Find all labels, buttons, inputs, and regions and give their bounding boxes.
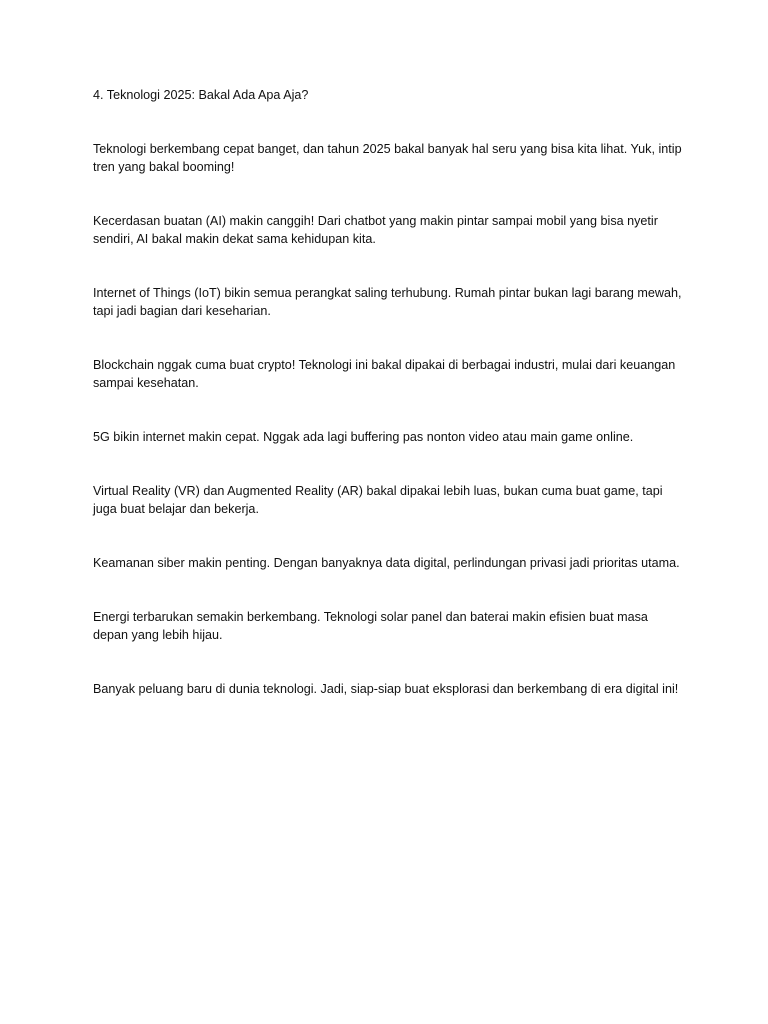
- paragraph: 5G bikin internet makin cepat. Nggak ada lagi buffering pas nonton video atau main game online.: [93, 430, 634, 444]
- paragraph: Keamanan siber makin penting. Dengan banyaknya data digital, perlindungan privasi jadi prioritas utama.: [93, 556, 680, 570]
- paragraph: Kecerdasan buatan (AI) makin canggih! Dari chatbot yang makin pintar sampai mobil yang bisa nyetir sendiri, AI bakal makin dekat sama kehidupan kita.: [93, 214, 658, 246]
- document-title: 4. Teknologi 2025: Bakal Ada Apa Aja?: [93, 88, 309, 102]
- paragraph: Energi terbarukan semakin berkembang. Teknologi solar panel dan baterai makin efisien buat masa depan yang lebih hijau.: [93, 610, 648, 642]
- paragraph: Virtual Reality (VR) dan Augmented Reality (AR) bakal dipakai lebih luas, bukan cuma buat game, tapi juga buat belajar dan bekerja.: [93, 484, 663, 516]
- paragraph: Banyak peluang baru di dunia teknologi. Jadi, siap-siap buat eksplorasi dan berkembang di era digital ini!: [93, 682, 679, 696]
- document-body: [93, 86, 683, 734]
- paragraph: Teknologi berkembang cepat banget, dan tahun 2025 bakal banyak hal seru yang bisa kita lihat. Yuk, intip tren yang bakal booming!: [93, 142, 682, 174]
- paragraph: Internet of Things (IoT) bikin semua perangkat saling terhubung. Rumah pintar bukan lagi barang mewah, tapi jadi bagian dari keseharian.: [93, 286, 682, 318]
- paragraph: Blockchain nggak cuma buat crypto! Teknologi ini bakal dipakai di berbagai industri, mulai dari keuangan sampai kesehatan.: [93, 358, 676, 390]
